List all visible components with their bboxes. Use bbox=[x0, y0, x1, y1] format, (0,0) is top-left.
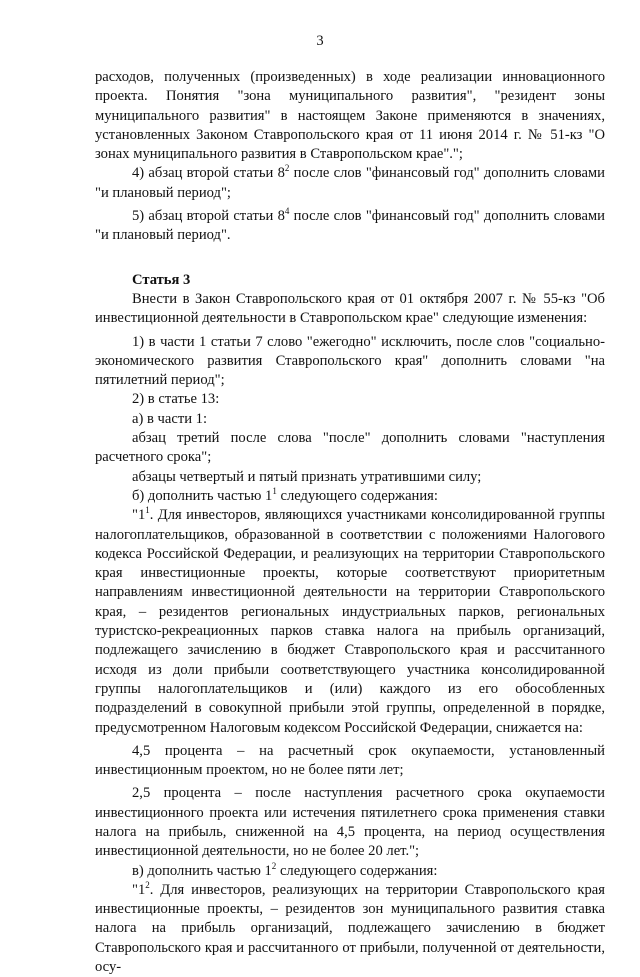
paragraph: 2) в статье 13: bbox=[132, 391, 220, 408]
article-heading: Статья 3 bbox=[132, 271, 191, 288]
paragraph: "$1^2$. Для инвесторов, реализующих на территории Ставропольского края инвестиционные проекты, – резидентов зон муниципального развития ставка налога на прибыль организаций, подлежащего зачислению в бюджет Ставропольского края и рассчитанного от прибыли, полученной от деятельности, осу- bbox=[95, 879, 605, 976]
paragraph: 2,5 процента – после наступления расчетного срока окупаемости инвестиционного проекта или истечения пятилетнего срока применения ставки налога на прибыль, сниженной на 4,5 процента, на период осуществления инвестиционной деятельности, но не более 20 лет."; bbox=[95, 785, 605, 860]
paragraph: расходов, полученных (произведенных) в ходе реализации инновационного проекта. Понятия "зона муниципального развития", "резидент зоны муниципального развития" в настоящем Законе применяются в значениях, установленных Законом Ставропольского края от 11 июня 2014 г. № 51-кз "О зонах муниципального развития в Ставропольском крае"."; bbox=[95, 69, 605, 163]
paragraph: Внести в Закон Ставропольского края от 01 октября 2007 г. № 55-кз "Об инвестиционной деятельности в Ставропольском крае" следующие изменения: bbox=[95, 290, 605, 327]
paragraph: 4,5 процента – на расчетный срок окупаемости, установленный инвестиционным проектом, но не более пяти лет; bbox=[95, 742, 605, 779]
document-body bbox=[95, 68, 605, 977]
paragraph: абзац третий после слова "после" дополнить словами "наступления расчетного срока"; bbox=[95, 430, 605, 466]
paragraph: а) в части 1: bbox=[132, 410, 208, 427]
paragraph: 1) в части 1 статьи 7 слово "ежегодно" исключить, после слов "социально-экономического развития Ставропольского края" дополнить словами "на пятилетний период"; bbox=[95, 333, 605, 389]
paragraph: "$1^1$. Для инвесторов, являющихся участниками консолидированной группы налогоплательщиков, образованной в соответствии с положениями Налогового кодекса Российской Федерации, и реализующих на территории Ставропольского края инвестиционные проекты, которые соответствуют приоритетным направлениям инвестиционной деятельности на территории Ставропольского края, – резидентов региональных индустриальных парков, региональных туристско-рекреационных парков ставка налога на прибыль организаций, подлежащего зачислению в бюджет Ставропольского края и рассчитанного исходя из доли прибыли соответствующего участника консолидированной группы налогоплательщиков и (или) каждого из его обособленных подразделений в совокупной прибыли этой группы, определенной в порядке, предусмотренном Налоговым кодексом Российской Федерации, снижается на: bbox=[95, 505, 605, 736]
paragraph: 5) абзац второй статьи $8^4$ после слов "финансовый год" дополнить словами "и плановый период". bbox=[95, 206, 605, 244]
paragraph: абзацы четвертый и пятый признать утратившими силу; bbox=[132, 468, 482, 485]
paragraph: в) дополнить частью $1^2$ следующего содержания: bbox=[132, 860, 438, 879]
paragraph: б) дополнить частью $1^1$ следующего содержания: bbox=[132, 485, 438, 504]
paragraph: 4) абзац второй статьи $8^2$ после слов "финансовый год" дополнить словами "и плановый период"; bbox=[95, 163, 605, 201]
page-number: 3 bbox=[316, 33, 324, 49]
